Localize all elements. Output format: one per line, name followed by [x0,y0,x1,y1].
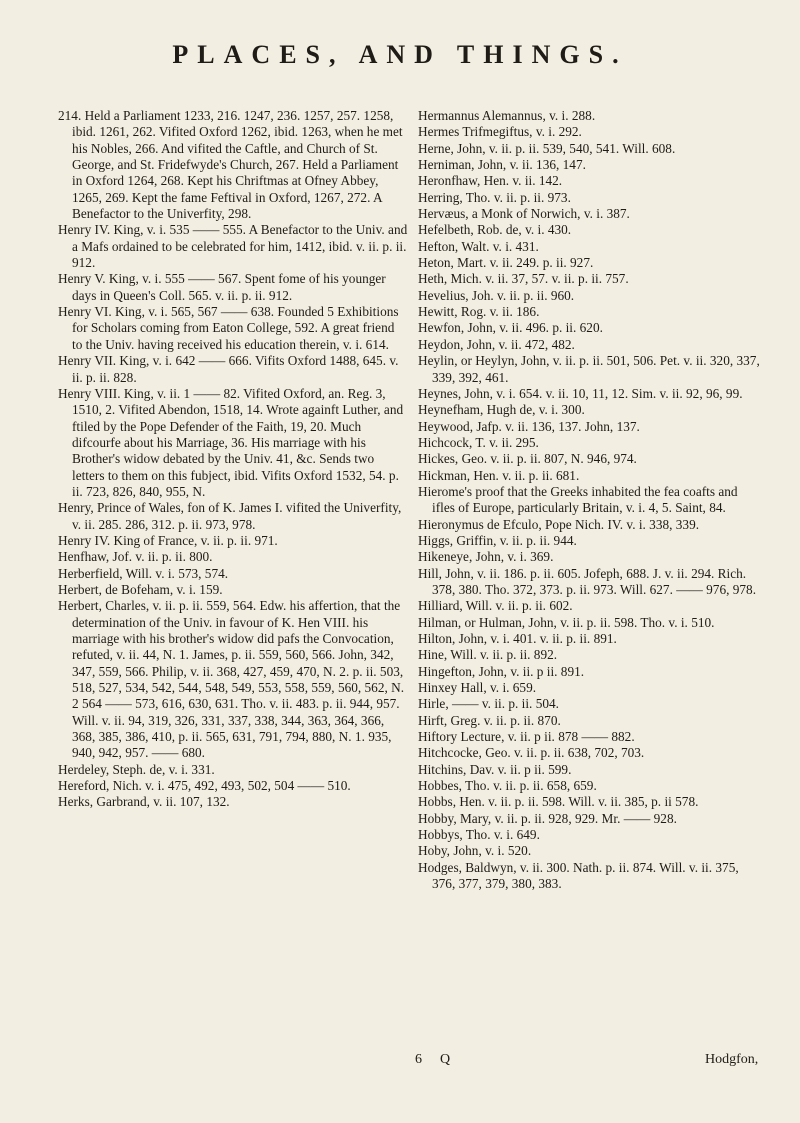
index-entry: Heynefham, Hugh de, v. i. 300. [418,402,585,418]
index-entry: Hichcock, T. v. ii. 295. [418,434,539,450]
index-entry: Herbert, Charles, v. ii. p. ii. 559, 564. Edw. his affertion, that the determination of the Univ. in favour of K. Hen VIII. his marriage with his brother's widow did pafs the Convocation, refuted, v. ii. 44, N. 1. James, p. ii. 559, 560, 566. John, 342, 347, 559, 566. Philip, v. ii. 368, 427, 459, 470, N. 2. p. ii. 503, 518, 527, 534, 542, 544, 548, 549, 553, 558, 559, 560, 562, N. 2 564 —— 573, 616, 630, 631. Tho. v. ii. 483. p. ii. 944, 957. Will. v. ii. 94, 319, 326, 331, 337, 338, 344, 363, 364, 366, 368, 385, 386, 410, p. ii. 565, 631, 791, 794, 880, N. 1. 935, 940, 942, 957. —— 680. [58,598,405,761]
index-entry: Hefelbeth, Rob. de, v. i. 430. [418,222,572,238]
index-entry: Hobby, Mary, v. ii. p. ii. 928, 929. Mr. —— 928. [418,810,677,826]
index-entry: Herks, Garbrand, v. ii. 107, 132. [58,794,230,810]
index-entry: Hefton, Walt. v. i. 431. [418,238,539,254]
index-entry: Higgs, Griffin, v. ii. p. ii. 944. [418,532,577,548]
index-entry: Hitchcocke, Geo. v. ii. p. ii. 638, 702, 703. [418,745,645,761]
index-entry: Hine, Will. v. ii. p. ii. 892. [418,647,558,663]
index-entry: Hobbes, Tho. v. ii. p. ii. 658, 659. [418,778,597,794]
index-column-left [58,108,408,811]
index-entry: Hill, John, v. ii. 186. p. ii. 605. Jofeph, 688. J. v. ii. 294. Rich. 378, 380. Tho. 372, 373. p. ii. 973. Will. 627. —— 976, 978. [418,565,757,597]
index-entry: Herne, John, v. ii. p. ii. 539, 540, 541. Will. 608. [418,140,676,156]
index-entry: Hobbys, Tho. v. i. 649. [418,827,540,843]
index-entry: Henry IV. King of France, v. ii. p. ii. 971. [58,532,278,548]
index-entry: Hoby, John, v. i. 520. [418,843,532,859]
index-entry: Hiftory Lecture, v. ii. p ii. 878 —— 882. [418,729,635,745]
index-entry: Heylin, or Heylyn, John, v. ii. p. ii. 501, 506. Pet. v. ii. 320, 337, 339, 392, 461. [418,353,760,385]
index-entry: Heton, Mart. v. ii. 249. p. ii. 927. [418,255,594,271]
index-entry: Heronfhaw, Hen. v. ii. 142. [418,173,563,189]
index-entry: Herberfield, Will. v. i. 573, 574. [58,565,229,581]
index-entry: Hewfon, John, v. ii. 496. p. ii. 620. [418,320,603,336]
index-entry: Hermes Trifmegiftus, v. i. 292. [418,124,582,140]
index-entry: Henry VI. King, v. i. 565, 567 —— 638. Founded 5 Exhibitions for Scholars coming from Eaton College, 592. A great friend to the Univ. having received his education therein, v. i. 614. [58,304,399,352]
index-column-right [418,108,763,893]
index-entry: Henry VIII. King, v. ii. 1 —— 82. Vifited Oxford, an. Reg. 3, 1510, 2. Vifited Abendon, 1518, 14. Wrote againft Luther, and ftiled by the Pope Defender of the Faith, 19, 20. Much difcourfe about his Marriage, 36. His marriage with his Brother's widow debated by the Univ. 41, &c. Sends two letters to them on this fubject, ibid. Vifits Oxford 1532, 54. p. ii. 723, 826, 840, 955, N. [58,385,404,499]
index-entry: Hodges, Baldwyn, v. ii. 300. Nath. p. ii. 874. Will. v. ii. 375, 376, 377, 379, 380, 383. [418,859,739,892]
index-entry: Herdeley, Steph. de, v. i. 331. [58,761,215,777]
index-entry: Hinxey Hall, v. i. 659. [418,680,537,696]
index-entry: Henry VII. King, v. i. 642 —— 666. Vifits Oxford 1488, 645. v. ii. p. ii. 828. [58,353,399,385]
running-header: PLACES, AND THINGS. [172,40,628,69]
index-entry: Henry, Prince of Wales, fon of K. James I. vifited the Univerfity, v. ii. 285. 286, 312. p. ii. 973, 978. [58,500,402,532]
index-entry: Herniman, John, v. ii. 136, 147. [418,157,586,173]
index-entry: Henfhaw, Jof. v. ii. p. ii. 800. [58,549,213,565]
index-entry: Herring, Tho. v. ii. p. ii. 973. [418,189,571,205]
index-entry: Hitchins, Dav. v. ii. p ii. 599. [418,761,572,777]
index-entry: Heynes, John, v. i. 654. v. ii. 10, 11, 12. Sim. v. ii. 92, 96, 99. [418,385,743,401]
index-entry: Hilliard, Will. v. ii. p. ii. 602. [418,598,573,614]
index-entry: Hieronymus de Efculo, Pope Nich. IV. v. i. 338, 339. [418,516,700,532]
index-entry: Henry V. King, v. i. 555 —— 567. Spent fome of his younger days in Queen's Coll. 565. v. ii. p. ii. 912. [58,271,386,303]
index-entry: Hickman, Hen. v. ii. p. ii. 681. [418,467,580,483]
index-entry: Hevelius, Joh. v. ii. p. ii. 960. [418,287,575,303]
index-entry: Hirle, —— v. ii. p. ii. 504. [418,696,559,712]
page-number: 6 [415,1052,422,1067]
index-entry: Hermannus Alemannus, v. i. 288. [418,108,596,123]
index-entry: Herbert, de Bofeham, v. i. 159. [58,581,223,597]
index-entry: Hervæus, a Monk of Norwich, v. i. 387. [418,206,630,222]
signature-mark: Q [440,1052,451,1067]
index-entry: Hirft, Greg. v. ii. p. ii. 870. [418,712,561,728]
index-entry: 214. Held a Parliament 1233, 216. 1247, 236. 1257, 257. 1258, ibid. 1261, 262. Vifited Oxford 1262, ibid. 1263, when he met his Nobles, 266. And vifited the Caftle, and Church of St. George, and St. Fridefwyde's Church, 267. Held a Parliament in Oxford 1264, 268. Kept his Chriftmas at Ofney Abbey, 1265, 269. Kept the fame Feftival in Oxford, 1267, 272. A Benefactor to the Univerfity, 298. [58,108,403,222]
index-entry: Heywood, Jafp. v. ii. 136, 137. John, 137. [418,418,640,434]
index-entry: Henry IV. King, v. i. 535 —— 555. A Benefactor to the Univ. and a Mafs ordained to be celebrated for him, 1412, ibid. v. ii. p. ii. 912. [58,222,408,271]
index-entry: Heth, Mich. v. ii. 37, 57. v. ii. p. ii. 757. [418,271,629,287]
index-entry: Hikeneye, John, v. i. 369. [418,549,554,565]
index-entry: Hobbs, Hen. v. ii. p. ii. 598. Will. v. ii. 385, p. ii 578. [418,794,699,810]
index-entry: Heydon, John, v. ii. 472, 482. [418,336,575,352]
index-entry: Hilman, or Hulman, John, v. ii. p. ii. 598. Tho. v. i. 510. [418,614,715,630]
index-entry: Hierome's proof that the Greeks inhabited the fea coafts and ifles of Europe, particularly Britain, v. i. 4, 5. Saint, 84. [418,483,738,516]
index-entry: Hilton, John, v. i. 401. v. ii. p. ii. 891. [418,631,617,646]
index-entry: Hingefton, John, v. ii. p ii. 891. [418,663,585,679]
index-entry: Hereford, Nich. v. i. 475, 492, 493, 502, 504 —— 510. [58,778,351,794]
catchword: Hodgfon, [705,1052,759,1067]
index-entry: Hewitt, Rog. v. ii. 186. [418,304,540,320]
index-entry: Hickes, Geo. v. ii. p. ii. 807, N. 946, 974. [418,451,637,467]
